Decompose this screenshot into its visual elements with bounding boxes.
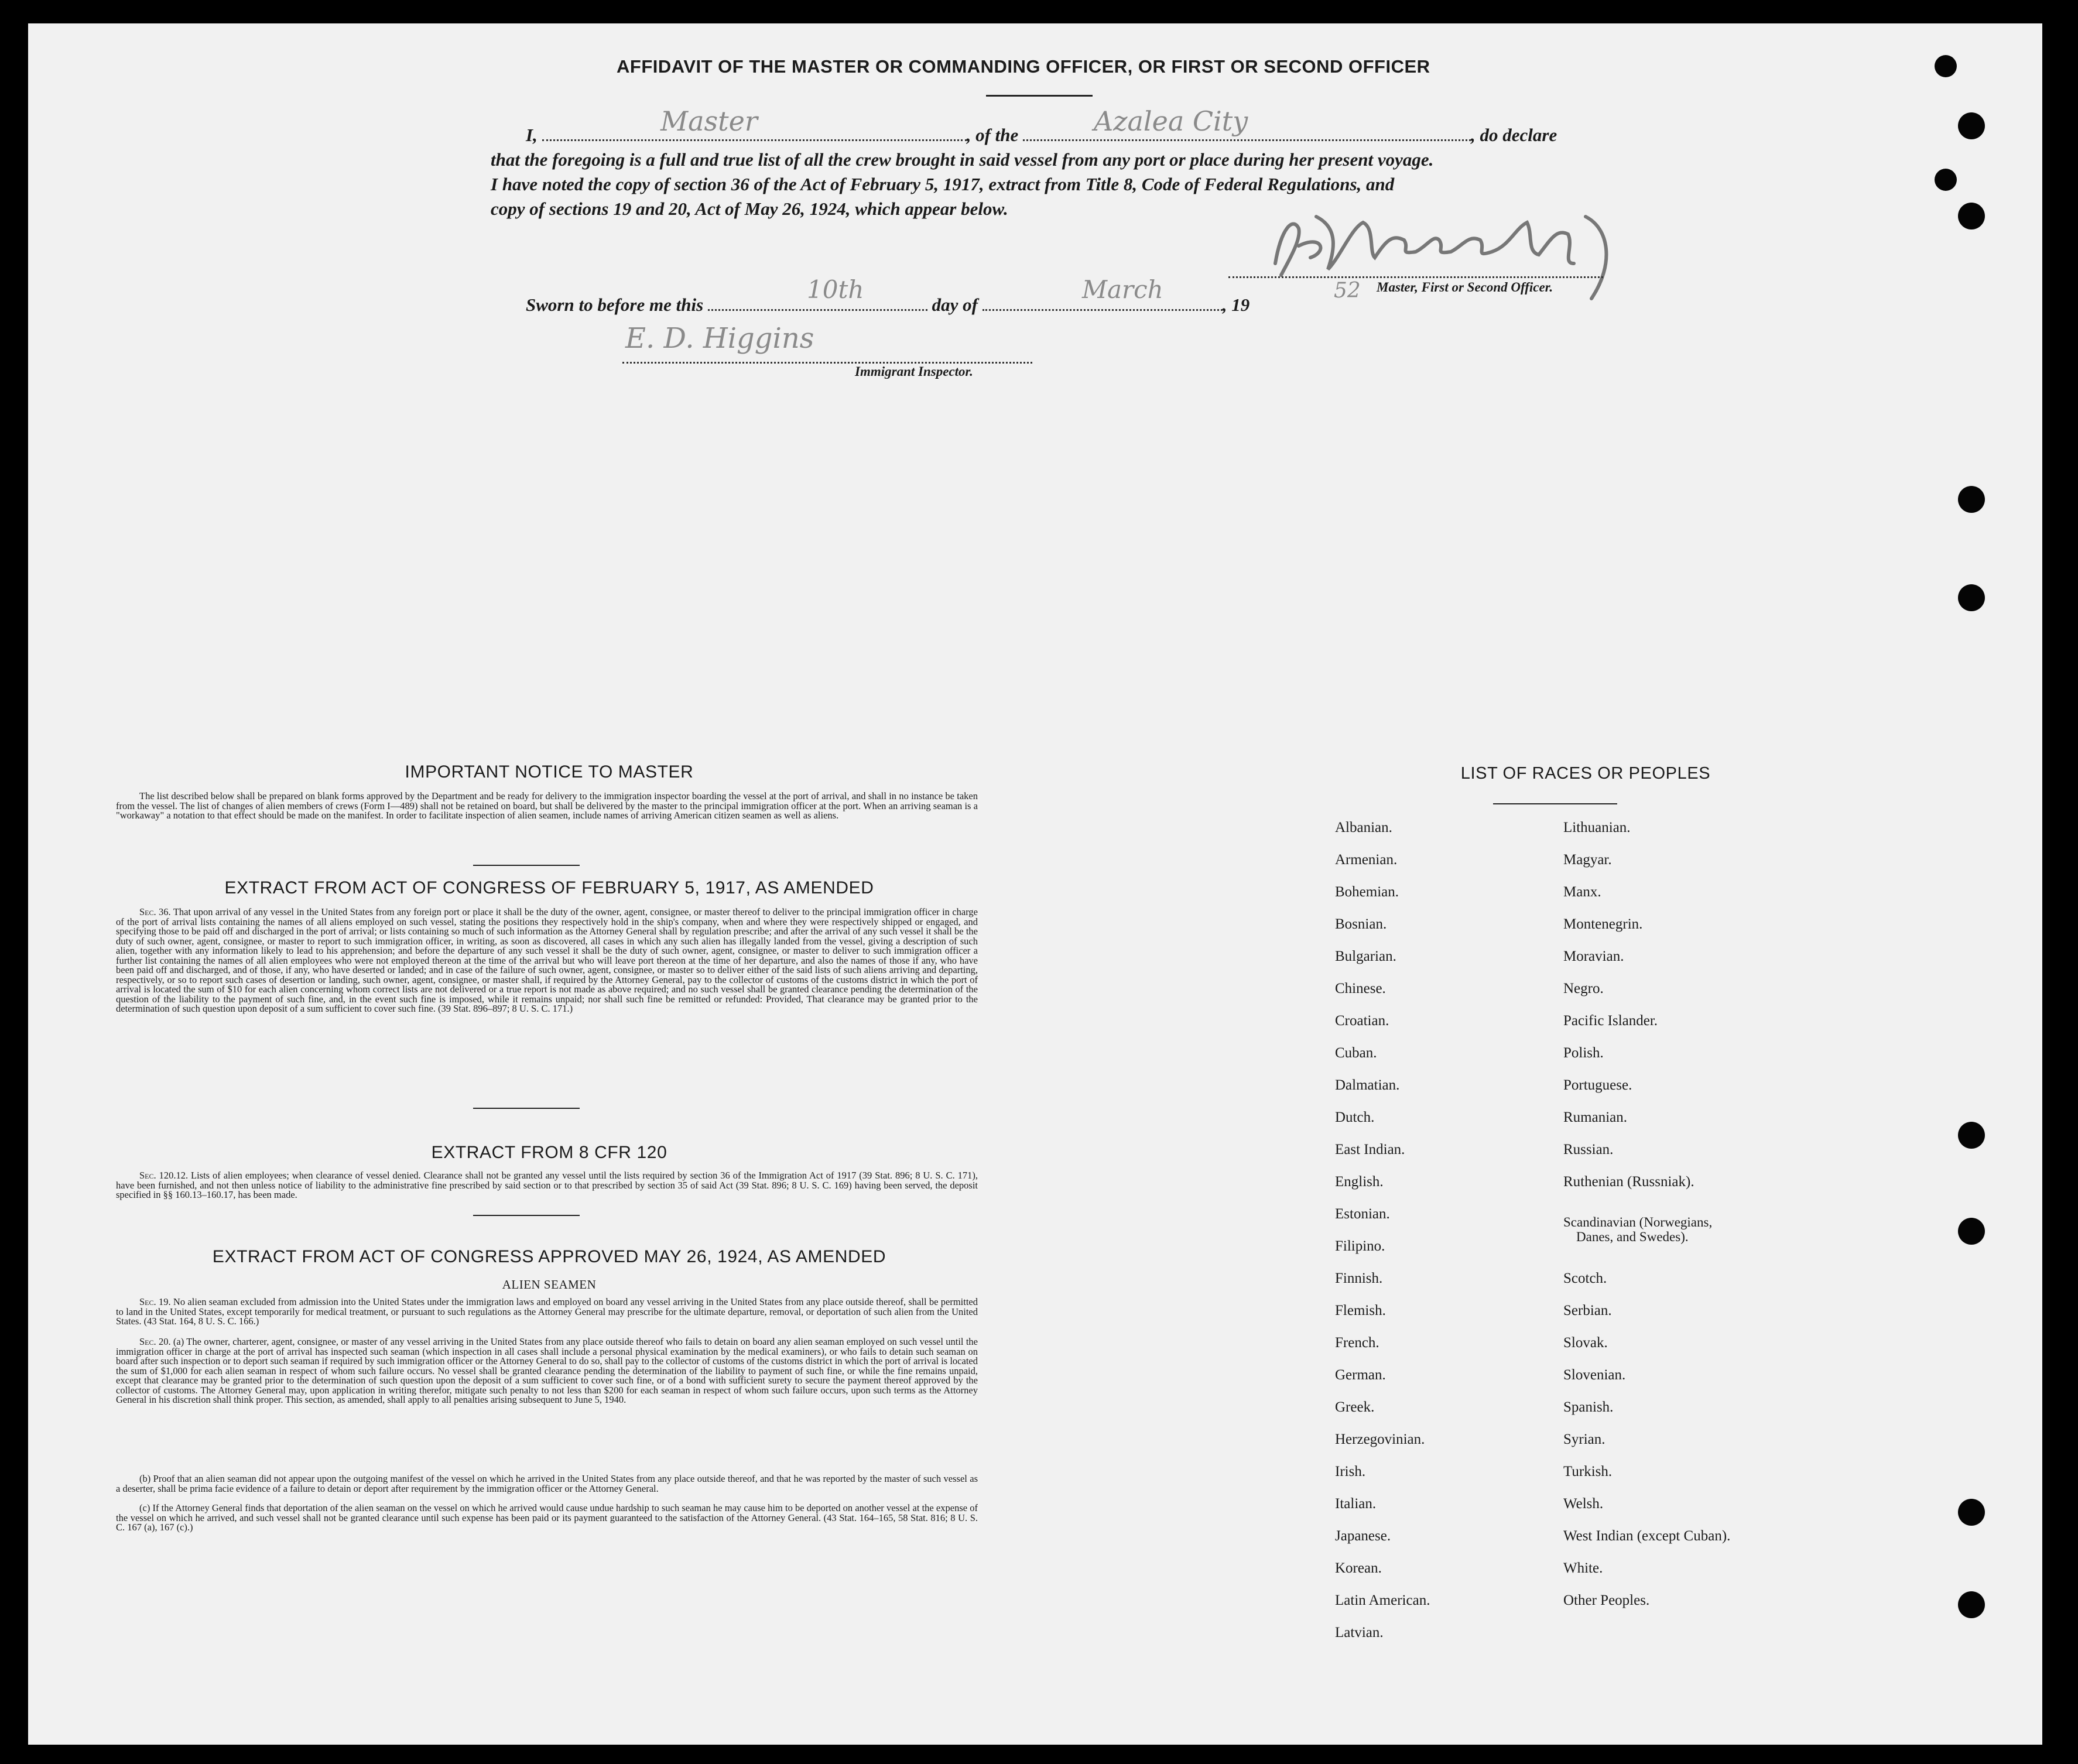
race-item: Estonian. (1335, 1206, 1390, 1222)
race-item: Lithuanian. (1563, 820, 1631, 835)
race-item: Slovenian. (1563, 1367, 1626, 1383)
races-divider (1493, 803, 1617, 804)
race-item: Italian. (1335, 1496, 1377, 1512)
sworn-label: Sworn to before me this (526, 294, 704, 315)
race-item: Korean. (1335, 1560, 1382, 1576)
race-item: Greek. (1335, 1399, 1375, 1415)
race-item: East Indian. (1335, 1142, 1405, 1157)
punch-hole (1958, 486, 1985, 513)
race-item: French. (1335, 1335, 1379, 1351)
handwritten-day: 10th (807, 275, 864, 304)
inspector-line (622, 362, 1032, 364)
extract-cfr-text: Lists of alien employees; when clearance of vessel denied. Clearance shall not be granted any vessel until the lists required by section 36 of the Immigration Act of 1917 (39 Stat. 896; 8 U. S. C. 171), have been furnished, and not then unless notice of liability to the administrative fine prescribed by said section or to that prescribed by section 35 of said Act (39 Stat. 896; 8 U. S. C. 169) having been served, the deposit specified in §§ 160.13–160.17, has been made. (116, 1170, 978, 1200)
extract-1924-sec19 (116, 1297, 978, 1327)
race-item: Irish. (1335, 1464, 1366, 1479)
punch-hole (1958, 112, 1985, 139)
punch-hole (1935, 169, 1957, 191)
race-item: Magyar. (1563, 852, 1612, 868)
document-page (28, 23, 2042, 1745)
races-title: LIST OF RACES OR PEOPLES (1460, 764, 1711, 783)
race-item: Russian. (1563, 1142, 1614, 1157)
punch-hole (1958, 1122, 1985, 1149)
notice-body: The list described below shall be prepared on blank forms approved by the Department and be ready for delivery to the immigration inspector boarding the vessel at the port of arrival, and shall in no instance be taken from the vessel. The list of changes of alien members of crews (Form I—489) shall not be retained on board, but shall be delivered by the master to the principal immigration officer at the port. When an arriving seaman is a "workaway" a notation to that effect should be made on the manifest. In order to facilitate inspection of alien seamen, include names of arriving American citizen seamen as well as aliens. (116, 790, 978, 821)
sec19-text: No alien seaman excluded from admission into the United States under the immigration laws and employed on board any vessel arriving in the United States from any place outside thereof, shall be permitted to land in the United States, except temporarily for medical treatment, or pursuant to such regulations as the Attorney General may prescribe for the ultimate departure, removal, or deportation of such alien from the United States. (43 Stat. 164, 8 U. S. C. 166.) (116, 1296, 978, 1327)
race-item: Latvian. (1335, 1625, 1384, 1640)
race-item: Syrian. (1563, 1431, 1605, 1447)
sec19-label: Sec. 19. (139, 1296, 171, 1307)
punch-hole (1958, 1499, 1985, 1526)
inspector-caption: Immigrant Inspector. (855, 364, 973, 379)
punch-hole (1958, 1591, 1985, 1618)
sec20a-text: (a) The owner, charterer, agent, consignee, or master of any vessel arriving in the United States from any place outside thereof who fails to detain on board any alien seaman employed on such vessel until the immigration officer in charge at the port of arrival has inspected such seaman (which inspection in all cases shall include a personal physical examination by the medical examiners), or who fails to detain such seaman on board after such inspection or to deport such seaman if required by such immigration officer or the Attorney General to do so, shall pay to the collector of customs of the customs district in which the port of arrival is located the sum of $1,000 for each alien seaman in respect of whom such failure occurs. No vessel shall be granted clearance pending the determination of the liability to payment of such fine, or while the fine remains unpaid, except that clearance may be granted prior to the determination of such question upon the deposit of a sum sufficient to cover such fine, or of a bond with sufficient surety to secure the payment thereof approved by the collector of customs. The Attorney General may, upon application in writing therefor, mitigate such penalty to not less than $200 for each seaman in respect of whom such failure occurs, upon such terms as the Attorney General in his discretion shall think proper. This section, as amended, shall apply to all penalties arising subsequent to June 5, 1940. (116, 1336, 978, 1405)
extract-cfr-title: EXTRACT FROM 8 CFR 120 (431, 1143, 667, 1162)
race-item: Manx. (1563, 884, 1601, 900)
race-item: Chinese. (1335, 981, 1386, 996)
race-item: Welsh. (1563, 1496, 1604, 1512)
race-item: Spanish. (1563, 1399, 1614, 1415)
declaration-line-3: I have noted the copy of section 36 of the Act of February 5, 1917, extract from Title 8, Code of Federal Regulations, and (491, 174, 1395, 194)
race-item: Ruthenian (Russniak). (1563, 1174, 1694, 1190)
extract-1917-sec: Sec. 36. (139, 906, 171, 917)
extract-1917-text: That upon arrival of any vessel in the United States from any foreign port or place it shall be the duty of the owner, agent, consignee, or master thereof to deliver to the principal immigration officer in charge of the port of arrival lists containing the names of all aliens employed on such vessel, stating the positions they respectively hold in the ship's company, when and where they were respectively shipped or engaged, and specifying those to be paid off and discharged in the port of arrival; or lists containing so much of such information as the Attorney General shall by regulation prescribe; and after the arrival of any such vessel it shall be the duty of such owner, agent, consignee, or master to report to such immigration officer, in writing, as soon as discovered, all cases in which any such alien has illegally landed from the vessel, giving a description of such alien, together with any information likely to lead to his apprehension; and before the departure of any such vessel it shall be the duty of such owner, agent, consignee, or master to deliver to such immigration officer a further list containing the names of all alien employees who were not employed thereon at the time of the arrival but who will leave port thereon at the time of her departure, and also the names of those if any, who have been paid off and discharged, and of those, if any, who have deserted or landed; and in case of the failure of such owner, agent, consignee, or master so to deliver either of the said lists of such aliens arriving and departing, respectively, or so to report such cases of desertion or landing, such owner, agent, consignee, or master shall, if required by the Attorney General, pay to the collector of customs of the customs district in which the port of arrival is located the sum of $10 for each alien concerning whom correct lists are not delivered or a true report is not made as above required; and no such vessel shall be granted clearance pending the determination of the question of the liability to the payment of such fine, and, in the event such fine is imposed, while it remains unpaid; nor shall such fine be remitted or refunded: Provided, That clearance may be granted prior to the determination of such question upon deposit of a sum sufficient to cover such fine. (39 Stat. 896–897; 8 U. S. C. 171.) (116, 906, 978, 1014)
handwritten-month: March (1082, 275, 1163, 304)
race-item: Serbian. (1563, 1303, 1612, 1318)
race-item: Slovak. (1563, 1335, 1608, 1351)
race-item: Rumanian. (1563, 1109, 1628, 1125)
do-declare-label: , do declare (1471, 125, 1557, 145)
handwritten-vessel-name: Azalea City (1094, 105, 1248, 137)
year-label: , 19 (1222, 294, 1250, 315)
race-item: Bohemian. (1335, 884, 1399, 900)
race-item: German. (1335, 1367, 1386, 1383)
affidavit-title: AFFIDAVIT OF THE MASTER OR COMMANDING OFFICER, OR FIRST OR SECOND OFFICER (617, 56, 1430, 77)
race-item: Flemish. (1335, 1303, 1386, 1318)
sec20-label: Sec. 20. (139, 1336, 171, 1347)
race-item: West Indian (except Cuban). (1563, 1528, 1731, 1544)
signature-caption: Master, First or Second Officer. (1377, 280, 1553, 294)
race-item: Cuban. (1335, 1045, 1377, 1061)
notice-divider (473, 865, 580, 866)
race-item: Turkish. (1563, 1464, 1613, 1479)
race-item: Bosnian. (1335, 916, 1387, 932)
race-item: Albanian. (1335, 820, 1392, 835)
race-item: Filipino. (1335, 1238, 1385, 1254)
extract-1917-title: EXTRACT FROM ACT OF CONGRESS OF FEBRUARY 5, 1917, AS AMENDED (224, 878, 874, 898)
extract-1917-body (116, 907, 978, 1014)
extract-1924-subtitle: ALIEN SEAMEN (502, 1277, 597, 1292)
inspector-signature: E. D. Higgins (625, 322, 814, 355)
race-item: Scotch. (1563, 1270, 1607, 1286)
race-item: Finnish. (1335, 1270, 1383, 1286)
race-item: Danes, and Swedes). (1576, 1229, 1689, 1244)
handwritten-rank: Master (660, 105, 758, 137)
race-item: Japanese. (1335, 1528, 1391, 1544)
i-label: I, (526, 125, 538, 145)
race-item: Negro. (1563, 981, 1604, 996)
race-item: Croatian. (1335, 1013, 1389, 1029)
extract-1924-sec20b: (b) Proof that an alien seaman did not appear upon the outgoing manifest of the vessel on which he arrived in the United States from any place outside thereof, and that he was reported by the master of such vessel as a deserter, shall be prima facie evidence of a failure to detain or deport after requirement by the immigration officer or the Attorney General. (116, 1473, 978, 1494)
race-item: Scandinavian (Norwegians, (1563, 1215, 1713, 1229)
extract-1924-title: EXTRACT FROM ACT OF CONGRESS APPROVED MAY 26, 1924, AS AMENDED (212, 1247, 886, 1266)
race-item: Montenegrin. (1563, 916, 1643, 932)
race-item: White. (1563, 1560, 1603, 1576)
race-item: Latin American. (1335, 1592, 1430, 1608)
race-item: Herzegovinian. (1335, 1431, 1425, 1447)
race-item: Polish. (1563, 1045, 1604, 1061)
day-of-label: day of (932, 294, 978, 315)
signature-line (1228, 276, 1603, 278)
punch-hole (1958, 1218, 1985, 1245)
race-item: Pacific Islander. (1563, 1013, 1658, 1029)
punch-hole (1935, 55, 1957, 77)
punch-hole (1958, 203, 1985, 230)
punch-hole (1958, 584, 1985, 611)
race-item: Other Peoples. (1563, 1592, 1650, 1608)
handwritten-year: 52 (1334, 279, 1361, 303)
extract-cfr-body (116, 1171, 978, 1200)
race-item: Portuguese. (1563, 1077, 1632, 1093)
race-item: Armenian. (1335, 852, 1398, 868)
race-item: Moravian. (1563, 948, 1624, 964)
race-item: Dalmatian. (1335, 1077, 1400, 1093)
extract-cfr-sec: Sec. 120.12. (139, 1170, 189, 1181)
notice-title: IMPORTANT NOTICE TO MASTER (405, 762, 694, 782)
declaration-line-2: that the foregoing is a full and true list of all the crew brought in said vessel from any port or place during her present voyage. (491, 149, 1434, 170)
declaration-line-4: copy of sections 19 and 20, Act of May 26, 1924, which appear below. (491, 198, 1008, 219)
of-the-label: , of the (966, 125, 1019, 145)
race-item: Dutch. (1335, 1109, 1375, 1125)
extract-1917-divider (473, 1108, 580, 1109)
race-item: Bulgarian. (1335, 948, 1396, 964)
extract-cfr-divider (473, 1215, 580, 1216)
extract-1924-sec20c: (c) If the Attorney General finds that deportation of the alien seaman on the vessel on which he arrived would cause undue hardship to such seaman he may cause him to be deported on another vessel at the expense of the vessel on which he arrived, and such vessel shall not be granted clearance until such expense has been paid or its payment guaranteed to the satisfaction of the Attorney General. (43 Stat. 164–165, 58 Stat. 816; 8 U. S. C. 167 (a), 167 (c).) (116, 1502, 978, 1533)
title-divider (986, 95, 1093, 97)
extract-1924-sec20a (116, 1337, 978, 1405)
race-item: English. (1335, 1174, 1384, 1190)
